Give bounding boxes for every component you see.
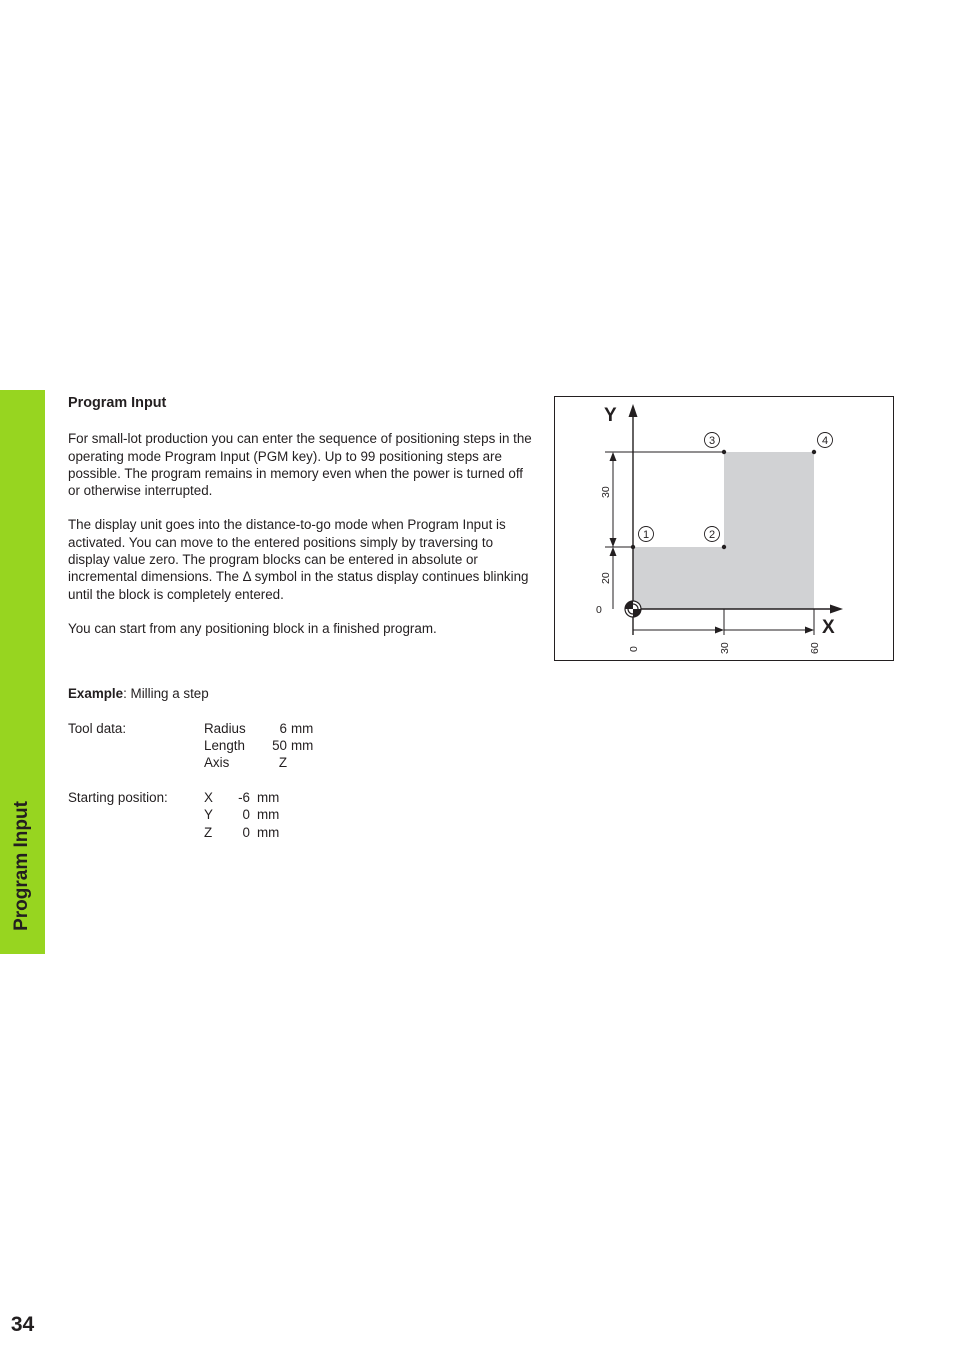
tool-data-label: Tool data: [68, 721, 127, 736]
tool-radius-value: 6 [279, 721, 287, 736]
y-dim-30: 30 [600, 486, 612, 498]
tool-axis-value: Z [278, 755, 287, 770]
example-label: Example [68, 686, 124, 701]
svg-text:4: 4 [821, 435, 829, 447]
section-heading: Program Input [68, 395, 167, 411]
side-tab [0, 390, 45, 1336]
start-y-axis: Y [204, 807, 213, 822]
side-tab-title: Program Input [11, 801, 32, 931]
point-marker-4 [818, 433, 833, 448]
tool-length-name: Length [204, 738, 245, 753]
start-x-unit: mm [257, 790, 280, 805]
svg-text:1: 1 [642, 529, 650, 541]
start-position-label: Starting position: [68, 790, 168, 805]
start-x-axis: X [204, 790, 213, 805]
start-z-axis: Z [204, 825, 213, 840]
paragraph: For small-lot production you can enter the sequence of positioning steps in the operating mode Program Input (PGM key). Up to 99 positioning steps are possible. The program remains in memory even when the power is turned off or otherwise interrupted. [68, 431, 532, 499]
paragraph: You can start from any positioning block in a finished program. [68, 620, 437, 636]
start-z-value: 0 [242, 825, 250, 840]
start-z-unit: mm [257, 825, 280, 840]
example-line [68, 686, 209, 701]
point-marker-3 [705, 433, 720, 448]
y-dim-20: 20 [600, 572, 612, 584]
paragraph: The display unit goes into the distance-to-go mode when Program Input is activated. You can move to the entered positions simply by traversing to display value zero. The program blocks can be entered in absolute or incremental dimensions. The Δ symbol in the status display continues blinking until the block is completely entered. [68, 517, 529, 602]
x-dim-60: 60 [809, 642, 821, 654]
y-axis-label: Y [604, 405, 617, 426]
svg-text:3: 3 [708, 435, 716, 447]
tool-axis-name: Axis [204, 755, 230, 770]
step-diagram [554, 396, 894, 661]
svg-text:2: 2 [708, 529, 716, 541]
tool-length-unit: mm [291, 738, 314, 753]
y-dim-0: 0 [596, 604, 602, 616]
x-dim-30: 30 [719, 642, 731, 654]
workpiece-step-shape [633, 452, 814, 609]
tool-radius-unit: mm [291, 721, 314, 736]
point-marker-2 [705, 527, 720, 542]
start-y-unit: mm [257, 807, 280, 822]
x-axis-label: X [822, 617, 835, 638]
point-marker-1 [639, 527, 654, 542]
main-text [68, 395, 538, 654]
origin-icon [625, 601, 641, 617]
start-y-value: 0 [242, 807, 250, 822]
page-number: 34 [10, 1313, 35, 1336]
tool-length-value: 50 [272, 738, 287, 753]
start-x-value: -6 [238, 790, 250, 805]
example-text: : Milling a step [123, 686, 209, 701]
tool-radius-name: Radius [204, 721, 246, 736]
x-dim-0: 0 [628, 646, 640, 652]
